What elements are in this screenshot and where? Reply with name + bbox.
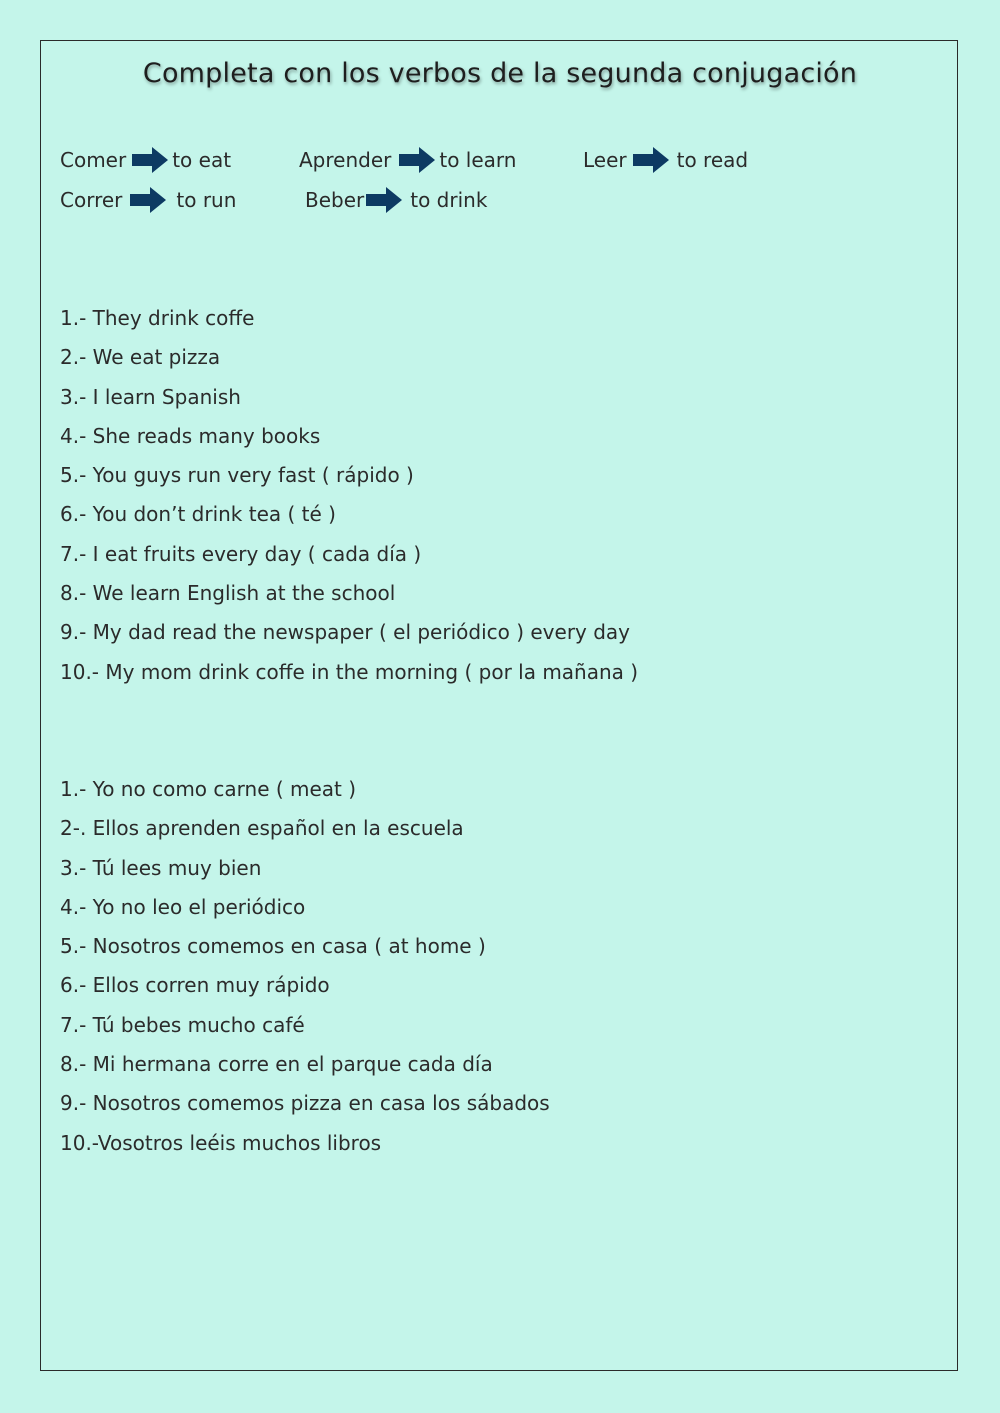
vocab-english: to run	[176, 188, 237, 212]
vocab-spanish: Aprender	[299, 148, 392, 172]
list-item: 8.- We learn English at the school	[60, 581, 396, 606]
list-item: 6.- Ellos corren muy rápido	[60, 973, 330, 998]
vocab-comer	[60, 145, 231, 175]
vocab-spanish: Correr	[60, 188, 123, 212]
vocab-spanish: Beber	[305, 188, 365, 212]
list-item: 3.- Tú lees muy bien	[60, 855, 262, 880]
vocab-aprender	[299, 145, 516, 175]
vocab-spanish: Comer	[60, 148, 127, 172]
list-item: 1.- They drink coffe	[60, 306, 255, 330]
spanish-sentence-list	[60, 774, 550, 1167]
right-arrow-icon	[633, 147, 669, 173]
right-arrow-icon	[132, 147, 168, 173]
list-item: 2.- We eat pizza	[60, 345, 221, 370]
list-item: 2-. Ellos aprenden español en la escuela	[60, 816, 464, 841]
list-item: 5.- You guys run very fast ( rápido )	[60, 463, 414, 488]
list-item: 7.- Tú bebes mucho café	[60, 1012, 305, 1037]
list-item: 10.- My mom drink coffe in the morning ( por la mañana )	[60, 659, 639, 684]
list-item: 9.- Nosotros comemos pizza en casa los sábados	[60, 1091, 550, 1116]
vocab-english: to learn	[439, 148, 517, 172]
vocab-english: to eat	[172, 148, 232, 172]
right-arrow-icon	[366, 187, 402, 213]
vocab-beber	[305, 185, 487, 215]
list-item: 7.- I eat fruits every day ( cada día )	[60, 541, 422, 566]
vocab-english: to read	[676, 148, 749, 172]
list-item: 4.- Yo no leo el periódico	[60, 894, 306, 919]
vocab-leer	[583, 145, 748, 175]
vocab-correr	[60, 185, 236, 215]
list-item: 9.- My dad read the newspaper ( el periódico ) every day	[60, 620, 631, 645]
right-arrow-icon	[130, 187, 166, 213]
list-item: 5.- Nosotros comemos en casa ( at home )	[60, 934, 486, 959]
list-item: 6.- You don’t drink tea ( té )	[60, 502, 336, 527]
worksheet-border	[40, 40, 958, 1371]
list-item: 10.-Vosotros leéis muchos libros	[60, 1130, 382, 1155]
list-item: 8.- Mi hermana corre en el parque cada día	[60, 1052, 493, 1077]
list-item: 4.- She reads many books	[60, 423, 321, 448]
vocab-english: to drink	[410, 188, 488, 212]
list-item: 3.- I learn Spanish	[60, 384, 241, 409]
page-title: Completa con los verbos de la segunda conjugación	[142, 58, 858, 89]
right-arrow-icon	[399, 147, 435, 173]
list-item: 1.- Yo no como carne ( meat )	[60, 777, 357, 801]
vocab-spanish: Leer	[583, 148, 627, 172]
english-sentence-list	[60, 303, 638, 696]
